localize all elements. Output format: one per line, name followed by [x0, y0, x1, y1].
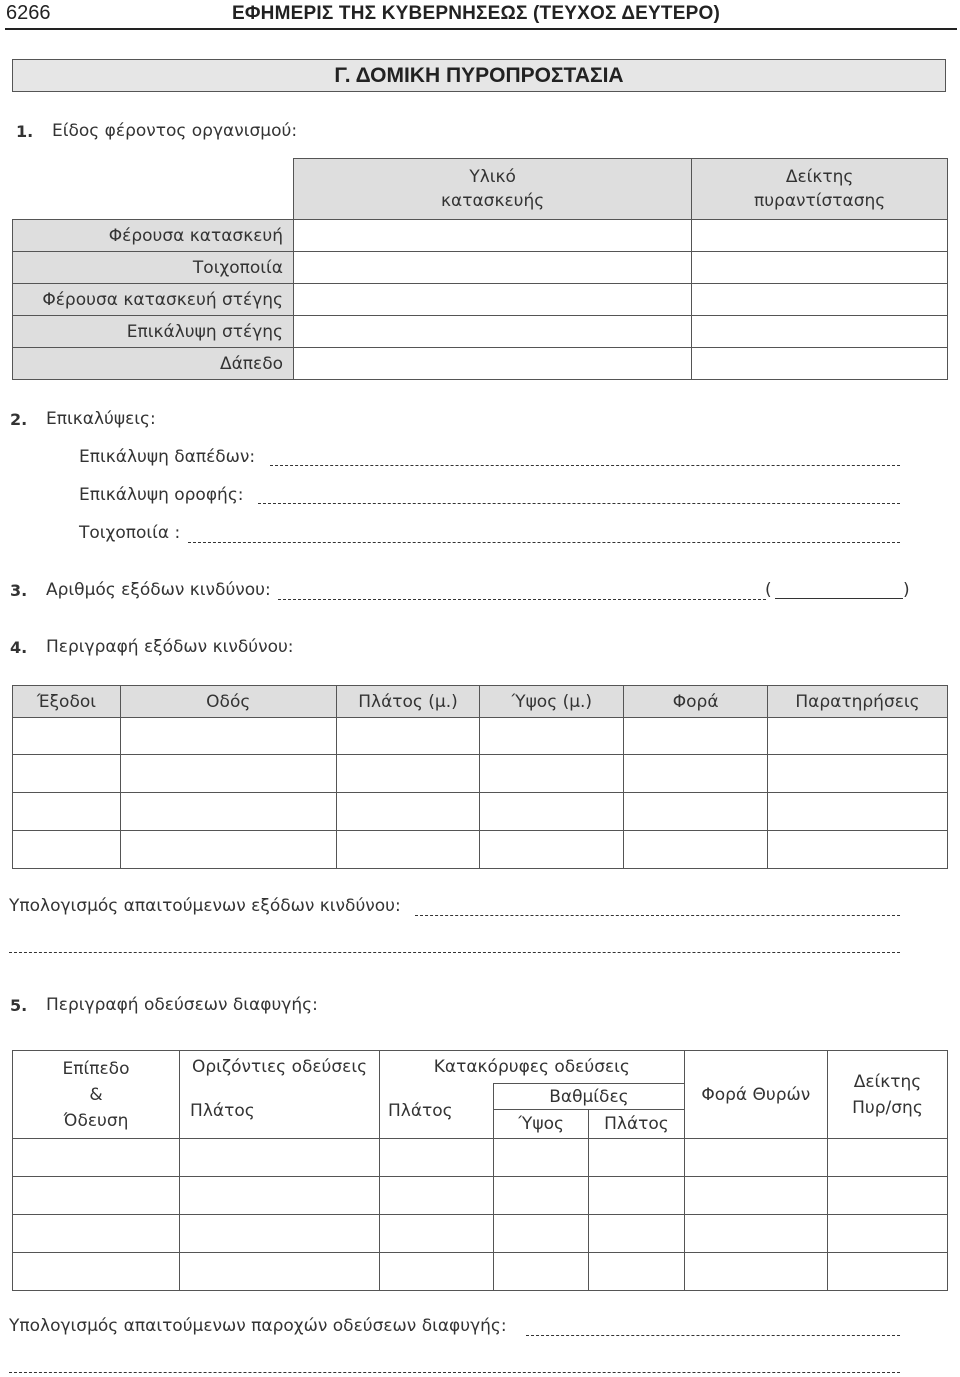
table-cell[interactable] [13, 718, 121, 755]
col-index-label: Δείκτης πυραντίστασης [753, 167, 886, 211]
col-steps-width: Πλάτος [589, 1110, 684, 1139]
ceiling-covering-label: Επικάλυψη οροφής: [79, 485, 244, 505]
paren-close: ) [903, 580, 910, 600]
cell-material[interactable] [294, 284, 692, 316]
table-cell[interactable] [120, 755, 336, 793]
table-cell[interactable] [480, 831, 624, 869]
row-label: Φέρουσα κατασκευή στέγης [13, 284, 294, 316]
table-cell[interactable] [13, 755, 121, 793]
walls-covering-label: Τοιχοποιία : [79, 523, 181, 543]
table-cell[interactable] [13, 1215, 180, 1253]
item5-number: 5. [10, 996, 28, 1015]
table-cell[interactable] [589, 1139, 684, 1177]
table-cell[interactable] [379, 1139, 493, 1177]
routes-calc-field[interactable] [526, 1335, 900, 1336]
cell-material[interactable] [294, 252, 692, 284]
row-label: Φέρουσα κατασκευή [13, 220, 294, 252]
col-level-line3: Όδευση [63, 1110, 129, 1131]
item4-number: 4. [10, 638, 28, 657]
paren-open: ( [765, 580, 772, 600]
col-exits: Έξοδοι [13, 686, 121, 718]
escape-routes-table [12, 1050, 948, 1291]
item2-label: Επικαλύψεις: [46, 409, 156, 429]
col-material-header [294, 159, 692, 220]
ceiling-covering-field[interactable] [258, 503, 900, 504]
exits-count-label: Αριθμός εξόδων κινδύνου: [46, 580, 271, 600]
table-cell[interactable] [180, 1215, 380, 1253]
cell-material[interactable] [294, 220, 692, 252]
row-label: Δάπεδο [13, 348, 294, 380]
table-cell[interactable] [589, 1177, 684, 1215]
section-title: Γ. ΔΟΜΙΚΗ ΠΥΡΟΠΡΟΣΤΑΣΙΑ [334, 64, 624, 87]
page-number: 6266 [6, 2, 51, 24]
exits-calc-field[interactable] [415, 915, 900, 916]
col-road: Οδός [120, 686, 336, 718]
table-cell[interactable] [336, 718, 480, 755]
col-steps-header: Βαθμίδες [494, 1084, 684, 1110]
cell-index[interactable] [692, 348, 948, 380]
table-cell[interactable] [684, 1177, 827, 1215]
col-index-line2: Πυρ/σης [852, 1097, 923, 1118]
table-cell[interactable] [120, 718, 336, 755]
col-vertical-header: Κατακόρυφες οδεύσεις [379, 1051, 684, 1084]
table-cell[interactable] [180, 1139, 380, 1177]
col-v-width-header: Πλάτος [379, 1084, 493, 1139]
item2-number: 2. [10, 410, 28, 429]
table-cell[interactable] [624, 831, 768, 869]
floor-covering-label: Επικάλυψη δαπέδων: [79, 447, 256, 467]
table-cell[interactable] [494, 1177, 589, 1215]
item1-number: 1. [16, 122, 34, 141]
table-cell[interactable] [589, 1253, 684, 1291]
col-level-line1: Επίπεδο [62, 1058, 130, 1079]
exits-calc-label: Υπολογισμός απαιτούμενων εξόδων κινδύνου: [9, 896, 401, 916]
table-cell[interactable] [768, 793, 948, 831]
col-index-header [827, 1051, 947, 1139]
item3-number: 3. [10, 581, 28, 600]
cell-index[interactable] [692, 316, 948, 348]
row-label: Επικάλυψη στέγης [13, 316, 294, 348]
table-cell[interactable] [684, 1215, 827, 1253]
item4-label: Περιγραφή εξόδων κινδύνου: [46, 637, 294, 657]
table-cell[interactable] [480, 793, 624, 831]
col-direction: Φορά [624, 686, 768, 718]
table-cell[interactable] [768, 718, 948, 755]
table-cell[interactable] [624, 718, 768, 755]
item1-label: Είδος φέροντος οργανισμού: [52, 121, 298, 141]
table-cell[interactable] [13, 1139, 180, 1177]
header-rule [5, 28, 957, 30]
table-cell[interactable] [13, 1253, 180, 1291]
table-cell[interactable] [827, 1215, 947, 1253]
table-cell[interactable] [684, 1139, 827, 1177]
table-cell[interactable] [827, 1177, 947, 1215]
cell-material[interactable] [294, 348, 692, 380]
table-cell[interactable] [13, 831, 121, 869]
table-cell[interactable] [480, 718, 624, 755]
col-index-line1: Δείκτης [853, 1071, 922, 1092]
walls-covering-field[interactable] [188, 542, 900, 543]
table-cell[interactable] [827, 1253, 947, 1291]
col-remarks: Παρατηρήσεις [768, 686, 948, 718]
routes-calc-label: Υπολογισμός απαιτούμενων παροχών οδεύσεων διαφυγής: [9, 1316, 507, 1336]
row-label: Τοιχοποιία [13, 252, 294, 284]
table-cell[interactable] [494, 1253, 589, 1291]
table-cell[interactable] [120, 831, 336, 869]
col-steps-height: Ύψος [494, 1110, 589, 1139]
cell-index[interactable] [692, 252, 948, 284]
exits-table [12, 685, 948, 869]
col-h-width-header: Πλάτος [180, 1084, 380, 1139]
table-cell[interactable] [624, 793, 768, 831]
table-cell[interactable] [480, 755, 624, 793]
table-cell[interactable] [336, 755, 480, 793]
table-cell[interactable] [13, 1177, 180, 1215]
col-index-header [692, 159, 948, 220]
table-cell[interactable] [827, 1139, 947, 1177]
table-cell[interactable] [379, 1177, 493, 1215]
cell-material[interactable] [294, 316, 692, 348]
table-cell[interactable] [768, 831, 948, 869]
table-cell[interactable] [494, 1139, 589, 1177]
gazette-title: ΕΦΗΜΕΡΙΣ ΤΗΣ ΚΥΒΕΡΝΗΣΕΩΣ (ΤΕΥΧΟΣ ΔΕΥΤΕΡΟ) [232, 3, 720, 24]
table-cell[interactable] [120, 793, 336, 831]
table-cell[interactable] [589, 1215, 684, 1253]
table-cell[interactable] [768, 755, 948, 793]
structure-table [12, 158, 948, 380]
table-cell[interactable] [13, 793, 121, 831]
table-cell[interactable] [180, 1253, 380, 1291]
cell-index[interactable] [692, 220, 948, 252]
table-cell[interactable] [624, 755, 768, 793]
col-level-line2: & [89, 1084, 103, 1105]
table-cell[interactable] [336, 793, 480, 831]
col-material-label: Υλικό κατασκευής [441, 167, 545, 211]
table-cell[interactable] [684, 1253, 827, 1291]
col-horizontal-header: Οριζόντιες οδεύσεις [180, 1051, 380, 1084]
table-cell[interactable] [180, 1177, 380, 1215]
table-cell[interactable] [336, 831, 480, 869]
table-cell[interactable] [379, 1253, 493, 1291]
item5-label: Περιγραφή οδεύσεων διαφυγής: [46, 995, 318, 1015]
floor-covering-field[interactable] [270, 465, 900, 466]
table-cell[interactable] [379, 1215, 493, 1253]
exits-calc-field-2[interactable] [9, 952, 900, 953]
table-cell[interactable] [494, 1215, 589, 1253]
col-height: Ύψος (μ.) [480, 686, 624, 718]
cell-index[interactable] [692, 284, 948, 316]
routes-calc-field-2[interactable] [9, 1372, 900, 1373]
col-door-header: Φορά Θυρών [684, 1051, 827, 1139]
exits-count-field[interactable] [278, 599, 766, 600]
exits-count-words-field[interactable] [775, 598, 903, 599]
col-width: Πλάτος (μ.) [336, 686, 480, 718]
col-level-header [13, 1051, 180, 1139]
